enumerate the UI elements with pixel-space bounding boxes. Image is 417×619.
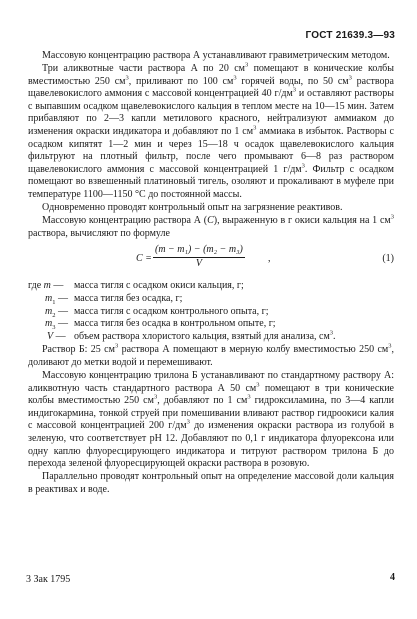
- text-run: гидроксиламина, по 3—4 капли индигокармина, тонкой струей при помешивании вливают раствор гидроокиси калия с массовой концентрацией 200 г/дм: [28, 395, 394, 432]
- superscript: 3: [186, 419, 190, 427]
- text-run: помещают в конические колбы вместимостью 250 см: [28, 63, 394, 87]
- legend-dash: —: [55, 330, 66, 342]
- legend-text-tail: .: [333, 330, 336, 342]
- superscript: 3: [125, 74, 129, 82]
- text-run: раствора А помещают в мерную колбу вместимостью 250 см: [118, 344, 389, 356]
- superscript: 3: [301, 162, 305, 170]
- legend-item: [28, 306, 394, 319]
- text-run: . Фильтр с осадком помещают во взвешенный платиновый тигель, озоляют и прокаливают в муфеле при температуре 1100—1150 °С до постоянной массы.: [28, 163, 394, 201]
- text-run: раствора щавелевокислого аммония с массовой концентрацией 40 г/дм: [28, 75, 394, 100]
- formula-denominator: V: [195, 258, 202, 269]
- legend-where: где: [28, 280, 42, 292]
- text-run: Массовую концентрацию раствора А (: [42, 215, 208, 227]
- standard-header: ГОСТ 21639.3—93: [305, 30, 395, 41]
- legend-dash: —: [53, 280, 64, 292]
- legend-sym: m: [43, 280, 51, 292]
- legend-text: масса тигля без осадка, г;: [74, 293, 183, 304]
- symbol-c: С: [207, 215, 214, 227]
- formula-lhs: [136, 253, 152, 266]
- legend-sym: m: [45, 305, 53, 317]
- legend-dash: —: [57, 318, 68, 330]
- legend-symbol: [28, 318, 74, 331]
- text-run: Параллельно проводят контрольный опыт на определение массовой доли кальция в реактивах и воде.: [28, 471, 394, 495]
- formula-numerator: (m − m₁) − (m₂ − m₃): [153, 244, 245, 258]
- document-body: [28, 50, 394, 497]
- legend-item: [28, 293, 394, 306]
- legend-item: [28, 318, 394, 331]
- legend-text: масса тигля с осадком окиси кальция, г;: [74, 280, 244, 292]
- legend-symbol: [28, 280, 74, 293]
- paragraph-solution-b: [28, 344, 394, 369]
- legend-sym: m: [45, 318, 53, 330]
- text-run: и оставляют растворы с выпавшим осадком щавелевокислого кальция в теплом месте на 10—15 мин. Затем прибавляют по 2—3 капли метилового красного, нейтрализуют аммиаком до изменения окраски индикатора и добавляют по 1 см: [28, 88, 394, 138]
- text-run: ), выраженную в г окиси кальция на 1 см: [213, 215, 391, 227]
- text-run: помещают в три конические колбы вместимостью 250 см: [28, 382, 394, 407]
- paragraph-method: [28, 50, 394, 63]
- superscript: 3: [292, 86, 297, 94]
- paragraph-parallel: [28, 471, 394, 496]
- page-number: 4: [390, 572, 395, 583]
- text-run: до изменения окраски раствора из голубой в зеленую, что соответствует рН 12. Добавляют по 0,1 г индикатора флуорексона или одну каплю флуоресцирующего индикатора и титруют раствором трилона Б до перехода зеленой флуоресцирующей окраски раствора в розовую.: [28, 420, 394, 470]
- superscript: 3: [390, 213, 394, 221]
- legend-text: масса тигля без осадка в контрольном опыте, г;: [74, 318, 276, 330]
- paragraph-trilon: [28, 370, 394, 471]
- legend-text: [74, 331, 394, 344]
- text-run: раствора, вычисляют по формуле: [28, 227, 170, 239]
- formula-legend: [28, 280, 394, 343]
- legend-text: масса тигля с осадком контрольного опыта, г;: [74, 305, 269, 317]
- text-run: горячей воды, по 50 см: [236, 75, 349, 87]
- legend-sym: m: [45, 293, 53, 304]
- legend-symbol: [28, 306, 74, 319]
- formula-symbol: C: [136, 253, 143, 265]
- superscript: 3: [329, 329, 334, 337]
- paragraph-procedure: [28, 63, 394, 202]
- legend-symbol: [28, 293, 74, 306]
- legend-sub: 2: [52, 311, 56, 319]
- legend-sub: 1: [52, 299, 56, 306]
- superscript: 3: [153, 393, 158, 401]
- print-order-footer: 3 Зак 1795: [26, 574, 71, 585]
- text-run: Три аликвотные части раствора А по 20 см: [42, 63, 245, 75]
- text-run: , приливают по 100 см: [128, 75, 234, 87]
- text-run: , добавляют по 1 см: [157, 395, 248, 407]
- legend-item: [28, 280, 394, 293]
- paragraph-text: Массовую концентрацию раствора А устанавливают гравиметрическим методом.: [42, 50, 390, 61]
- superscript: 3: [247, 393, 251, 401]
- text-run: Раствор Б: 25 см: [42, 344, 115, 356]
- legend-sub: 3: [52, 324, 56, 332]
- text-run: Одновременно проводят контрольный опыт на загрязнение реактивов.: [42, 202, 343, 214]
- legend-item: [28, 331, 394, 344]
- paragraph-concentration: [28, 215, 394, 240]
- legend-dash: —: [57, 305, 68, 317]
- text-run: , доливают до метки водой и перемешивают.: [28, 344, 395, 368]
- superscript: 3: [244, 61, 249, 69]
- superscript: 3: [253, 124, 257, 132]
- text-run: аммиака в избыток. Растворы с осадком кипятят 1—2 мин и через 15—18 ч осадок щавелевокислого кальция фильтруют на плотный фильтр, после чего промывают 6—8 раз раствором щавелевокислого аммония с массовой концентрацией 1 г/дм: [28, 126, 394, 175]
- text-run: Массовую концентрацию трилона Б устанавливают по стандартному раствору А: аликвотную часть стандартного раствора А 50 см: [28, 370, 394, 394]
- legend-text-run: объем раствора хлористого кальция, взятый для анализа, см: [74, 330, 330, 342]
- legend-symbol: [28, 331, 74, 344]
- superscript: 3: [114, 343, 119, 351]
- paragraph-control: [28, 202, 394, 215]
- formula: [28, 242, 394, 276]
- formula-number: (1): [382, 253, 394, 265]
- superscript: 3: [348, 74, 352, 82]
- superscript: 3: [233, 74, 237, 82]
- formula-comma: ,: [268, 253, 271, 265]
- legend-dash: —: [57, 293, 68, 304]
- formula-fraction: [153, 244, 245, 270]
- superscript: 3: [256, 381, 260, 389]
- formula-equals: =: [145, 253, 152, 265]
- superscript: 3: [388, 343, 392, 351]
- legend-sym: V: [47, 330, 54, 342]
